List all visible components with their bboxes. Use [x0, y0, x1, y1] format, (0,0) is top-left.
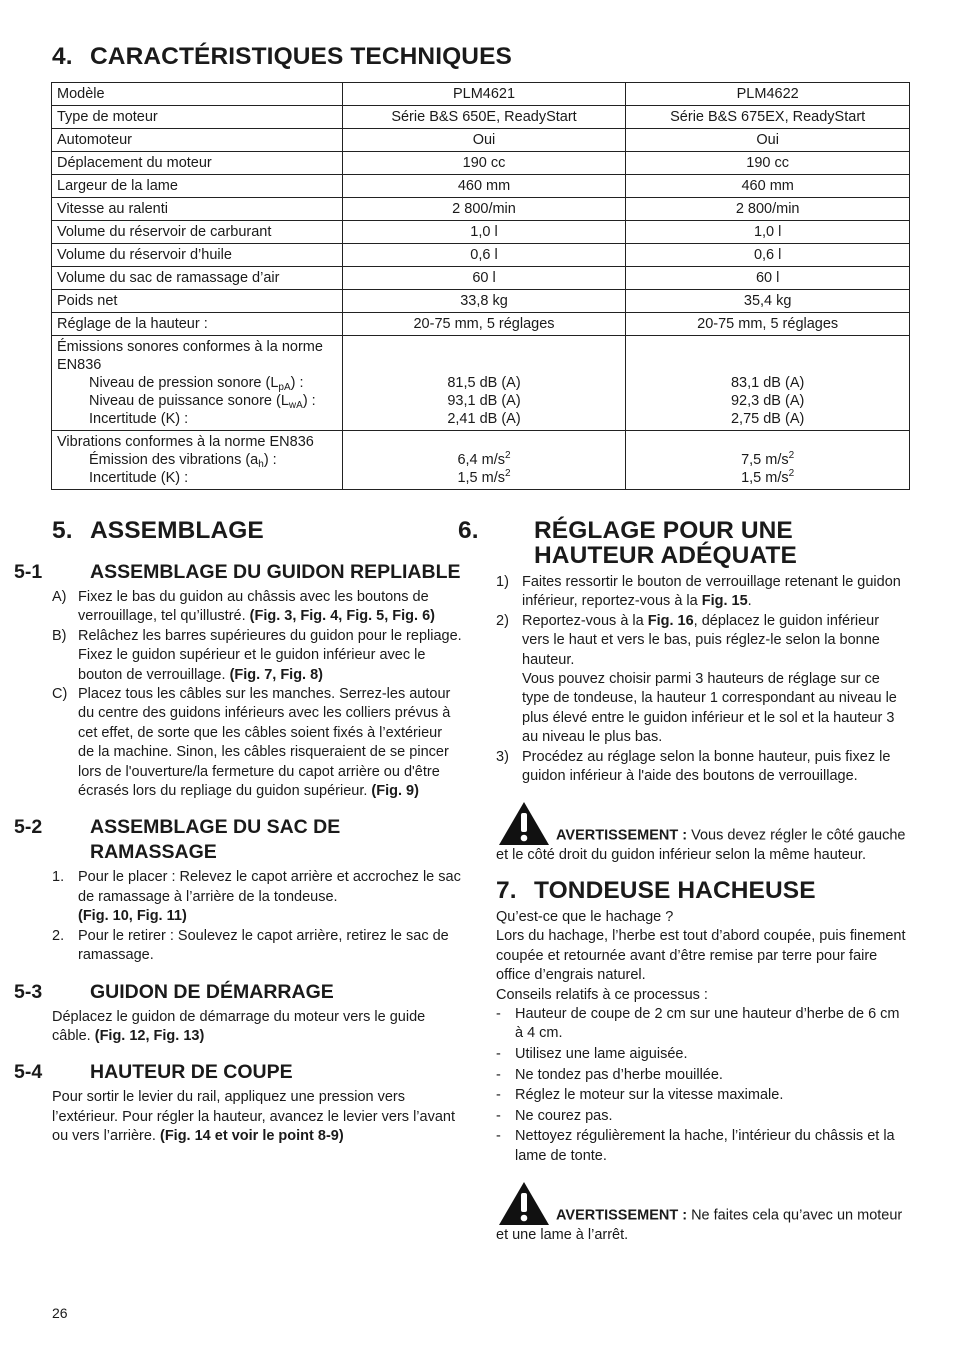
- list-item: - Ne courez pas.: [496, 1107, 613, 1124]
- table-cell: PLM4622: [626, 83, 910, 106]
- paragraph: Déplacez le guidon de démarrage du moteur vers le guide câble. (Fig. 12, Fig. 13): [52, 1008, 426, 1044]
- table-cell: Volume du sac de ramassage d’air: [52, 267, 343, 290]
- table-row: [52, 244, 910, 267]
- section-title: CARACTÉRISTIQUES TECHNIQUES: [90, 43, 512, 70]
- list-item: C) Placez tous les câbles sur les manches. Serrez-les autour du centre des guidons inférieurs avec les colliers prévus à cet effet, de sorte que les câbles soient fixés à l’extérieur de la machine. Sinon, les câbles risqueraient de se pincer lors de l'ouverture/la fermeture du capot arrière ou d'être écrasés lors du repliage du guidon supérieur. (Fig. 9): [52, 686, 451, 800]
- spec-rows: [52, 106, 910, 336]
- subsection-5-3-heading: 5-3 GUIDON DE DÉMARRAGE: [14, 980, 334, 1003]
- table-row: [52, 267, 910, 290]
- table-cell: [52, 336, 343, 431]
- noise-power-label: Niveau de puissance sonore $(L_{wA})$ :: [89, 393, 316, 411]
- table-cell: 60 l: [342, 267, 626, 290]
- bag-steps: [52, 868, 462, 965]
- tips-list: [496, 1005, 906, 1166]
- table-cell: 190 cc: [626, 152, 910, 175]
- assembly-steps: [52, 588, 462, 801]
- table-cell: 7,5 $m/s^2$ 1,5 $m/s^2$: [626, 431, 910, 490]
- list-item: - Réglez le moteur sur la vitesse maximale.: [496, 1087, 784, 1104]
- table-cell: Déplacement du moteur: [52, 152, 343, 175]
- table-cell: Largeur de la lame: [52, 175, 343, 198]
- table-row: [52, 290, 910, 313]
- section-number: 4.: [52, 43, 73, 70]
- table-cell: Oui: [626, 129, 910, 152]
- table-cell: 83,1 dB (A) 92,3 dB (A) 2,75 dB (A): [626, 336, 910, 431]
- warning-icon: [498, 1180, 550, 1226]
- table-cell: 2 800/min: [342, 198, 626, 221]
- table-cell: 81,5 dB (A) 93,1 dB (A) 2,41 dB (A): [342, 336, 626, 431]
- table-cell: Poids net: [52, 290, 343, 313]
- section-7-heading: 7. TONDEUSE HACHEUSE: [496, 876, 816, 904]
- list-item: - Utilisez une lame aiguisée.: [496, 1045, 688, 1062]
- subsection-5-2-heading: 5-2 ASSEMBLAGE DU SAC DE RAMASSAGE: [14, 816, 341, 864]
- section-4-heading: [52, 44, 512, 69]
- table-row: [52, 106, 910, 129]
- vib-uncert-label: Incertitude (K) :: [89, 470, 189, 486]
- warning-note: AVERTISSEMENT : Vous devez régler le côté gauche et le côté droit du guidon inférieur selon la même hauteur.: [496, 800, 906, 865]
- table-cell: 460 mm: [626, 175, 910, 198]
- table-cell: 6,4 $m/s^2$ 1,5 $m/s^2$: [342, 431, 626, 490]
- table-cell: Automoteur: [52, 129, 343, 152]
- list-item: A) Fixez le bas du guidon au châssis avec les boutons de verrouillage, tel qu’illustré. (Fig. 3, Fig. 4, Fig. 5, Fig. 6): [52, 589, 435, 625]
- table-cell: Vitesse au ralenti: [52, 198, 343, 221]
- list-item: - Hauteur de coupe de 2 cm sur une hauteur d’herbe de 6 cm à 4 cm.: [496, 1005, 900, 1042]
- noise-pressure-label: Niveau de pression sonore $(L_{pA})$ :: [89, 375, 304, 393]
- section-6-heading: 6. RÉGLAGE POUR UNE HAUTEUR ADÉQUATE: [458, 517, 797, 569]
- table-header-row: [52, 83, 910, 106]
- section-5-heading: 5. ASSEMBLAGE: [52, 517, 264, 544]
- table-cell: 1,0 l: [342, 221, 626, 244]
- table-cell: Type de moteur: [52, 106, 343, 129]
- table-cell: 2 800/min: [626, 198, 910, 221]
- list-item: 2. Pour le retirer : Soulevez le capot arrière, retirez le sac de ramassage.: [52, 927, 449, 964]
- table-cell: Modèle: [52, 83, 343, 106]
- table-cell: 60 l: [626, 267, 910, 290]
- table-cell: 33,8 kg: [342, 290, 626, 313]
- vib-emission-label: Émission des vibrations $(a_h)$ :: [89, 452, 277, 470]
- table-cell: Oui: [342, 129, 626, 152]
- subsection-5-4-heading: 5-4 HAUTEUR DE COUPE: [14, 1061, 293, 1084]
- table-cell: 35,4 kg: [626, 290, 910, 313]
- list-item: 2) Reportez-vous à la Fig. 16, déplacez le guidon inférieur vers le haut et vers le bas, puis réglez-le selon la bonne hauteur. Vous pouvez choisir parmi 3 hauteurs de réglage sur ce type de tondeuse, la hauteur 1 correspondant au niveau le plus élevé entre le guidon inférieur et le sol et la hauteur 3 au niveau le plus bas.: [496, 612, 897, 746]
- height-steps: [496, 573, 906, 786]
- paragraph: Qu’est-ce que le hachage ?: [496, 908, 674, 925]
- right-column: [458, 517, 906, 1246]
- table-cell: 1,0 l: [626, 221, 910, 244]
- table-cell: Volume du réservoir de carburant: [52, 221, 343, 244]
- table-row: [52, 129, 910, 152]
- table-row: [52, 175, 910, 198]
- table-cell: 190 cc: [342, 152, 626, 175]
- list-item: - Ne tondez pas d’herbe mouillée.: [496, 1066, 723, 1083]
- table-cell: Série B&S 650E, ReadyStart: [342, 106, 626, 129]
- table-row: [52, 198, 910, 221]
- table-cell: 0,6 l: [342, 244, 626, 267]
- table-cell: 20-75 mm, 5 réglages: [342, 313, 626, 336]
- left-column: [14, 517, 462, 1147]
- noise-uncert-label: Incertitude (K) :: [89, 411, 189, 427]
- list-item: - Nettoyez régulièrement la hache, l’intérieur du châssis et la lame de tonte.: [496, 1128, 895, 1164]
- list-item: B) Relâchez les barres supérieures du guidon pour le repliage. Fixez le guidon supérieur et le guidon inférieur avec le bouton de verrouillage. (Fig. 7, Fig. 8): [52, 627, 462, 683]
- warning-icon: [498, 800, 550, 846]
- table-cell: 0,6 l: [626, 244, 910, 267]
- table-cell: Réglage de la hauteur :: [52, 313, 343, 336]
- table-row: [52, 313, 910, 336]
- paragraph: Pour sortir le levier du rail, appliquez une pression vers l’extérieur. Pour régler la hauteur, avancez le levier vers l’avant ou vers l’arrière. (Fig. 14 et voir le point 8-9): [52, 1089, 455, 1145]
- table-cell: PLM4621: [342, 83, 626, 106]
- page-number: 26: [52, 1305, 68, 1321]
- list-item: 1. Pour le placer : Relevez le capot arrière et accrochez le sac de ramassage à l’arrière de la tondeuse. (Fig. 10, Fig. 11): [52, 869, 461, 925]
- warning-note: AVERTISSEMENT : Ne faites cela qu’avec un moteur et une lame à l’arrêt.: [496, 1180, 906, 1245]
- table-cell: [52, 431, 343, 490]
- table-cell: 460 mm: [342, 175, 626, 198]
- list-item: 3) Procédez au réglage selon la bonne hauteur, puis fixez le guidon inférieur à l'aide des boutons de verrouillage.: [496, 748, 891, 785]
- paragraph: Lors du hachage, l’herbe est tout d’abord coupée, puis finement coupée et retournée avant d’être remise par terre pour faire office d’engrais naturel.: [496, 928, 906, 984]
- subsection-5-1-heading: 5-1 ASSEMBLAGE DU GUIDON REPLIABLE: [14, 561, 461, 583]
- table-row: [52, 221, 910, 244]
- table-row-vibration: [52, 431, 910, 490]
- table-row-noise: [52, 336, 910, 431]
- paragraph: Conseils relatifs à ce processus :: [496, 986, 708, 1003]
- vib-title: Vibrations conformes à la norme EN836: [57, 434, 314, 450]
- list-item: 1) Faites ressortir le bouton de verrouillage retenant le guidon inférieur, reportez-vous à la Fig. 15.: [496, 574, 901, 610]
- table-cell: Série B&S 675EX, ReadyStart: [626, 106, 910, 129]
- noise-title: Émissions sonores conformes à la norme EN836: [57, 339, 323, 373]
- spec-table: [51, 82, 910, 490]
- table-cell: Volume du réservoir d’huile: [52, 244, 343, 267]
- table-cell: 20-75 mm, 5 réglages: [626, 313, 910, 336]
- table-row: [52, 152, 910, 175]
